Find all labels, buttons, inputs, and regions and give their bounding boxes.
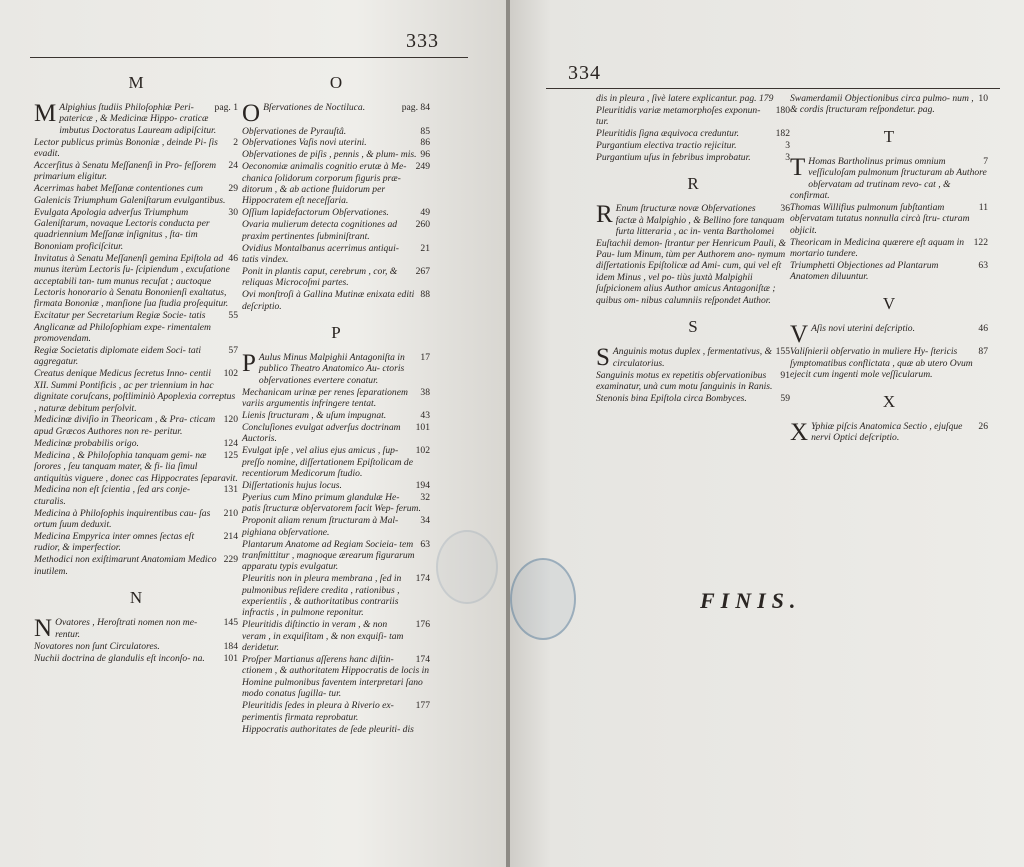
page-reference: 249 xyxy=(415,161,430,173)
index-entry xyxy=(34,438,238,449)
index-entry xyxy=(790,153,988,202)
entry-text: Novatores non ſunt Circulatores. xyxy=(34,640,160,652)
index-entry xyxy=(790,320,988,348)
entry-text: Medicinæ diviſio in Theoricam , & Pra- cticam apud Græcos Authores non re- peritur. xyxy=(34,414,216,437)
page-reference: 46 xyxy=(978,322,988,334)
index-entry xyxy=(242,700,430,723)
entry-text: Swamerdamii Objectionibus circa pulmo- num , & cordis ſtructuram reſpondetur. pag. xyxy=(790,93,974,116)
entry-text: Ovi monſtroſi à Gallina Mutinæ enixata editi deſcriptio. xyxy=(242,289,415,312)
section-letter: S xyxy=(688,317,698,337)
page-reference: 36 xyxy=(780,203,790,215)
page-reference: 174 xyxy=(415,573,430,585)
index-entry xyxy=(34,615,238,643)
entry-text: Pleuritidis ſedes in pleura à Riverio ex- perimentis firmata reprobatur. xyxy=(242,700,394,723)
page-reference: 38 xyxy=(420,386,430,398)
drop-cap: N xyxy=(34,615,53,643)
entry-text: Alpighius ſtudiis Philoſophiæ Peri- patericæ , & Medicinæ Hippo- craticæ imbutus Doctoratus Lauream adipiſcitur. xyxy=(59,102,217,136)
entry-text: Ovatores , Heroſtrati nomen non me- rentur. xyxy=(55,617,198,640)
entry-text: Medicina non eſt ſcientia , ſed ars conje- cturalis. xyxy=(34,484,191,507)
page-reference: 46 xyxy=(228,252,238,264)
entry-text: Aſis novi uterini deſcriptio. xyxy=(811,322,915,334)
page-reference: 63 xyxy=(978,259,988,271)
index-entry xyxy=(790,346,988,380)
drop-cap: M xyxy=(34,100,57,127)
page-reference: 49 xyxy=(420,207,430,219)
entry-text: Sanguinis motus ex repetitis obſervationibus examinatur, unà cum motu ſanguinis in Ranis. xyxy=(596,369,773,392)
page-number: 334 xyxy=(568,62,601,84)
library-stamp-ghost xyxy=(436,530,498,604)
entry-text: Mechanicam urinæ per renes ſeparationem variis argumentis infringere tentat. xyxy=(242,386,408,410)
index-entry xyxy=(790,237,988,260)
drop-cap: O xyxy=(242,100,261,127)
entry-text: Purgantium uſus in febribus improbatur. xyxy=(596,152,751,164)
entry-text: Evulgata Apologia adverſus Triumphum Galeniſtarum, novaque Lectoris conducta per quadriennium Meſſanæ inſignitus , ſta- tim Bononiam proficiſcitur. xyxy=(34,206,210,252)
page-reference: 267 xyxy=(415,265,430,277)
index-entry xyxy=(34,554,238,577)
entry-text: Ovidius Montalbanus acerrimus antiqui- tatis vindex. xyxy=(242,242,399,265)
index-entry xyxy=(242,219,430,242)
drop-cap: R xyxy=(596,201,613,229)
entry-text: Medicina , & Philoſophia tanquam gemi- næ ſorores , ſeu tanquam mater, & fi- lia ſimul antiquitùs viguere , donec cas Hippocrates ſeparavit. xyxy=(34,449,238,484)
index-entry xyxy=(34,160,238,183)
entry-text: Lector publicus primùs Bononiæ , deinde Pi- ſis evadit. xyxy=(34,136,218,160)
index-entry xyxy=(596,152,790,163)
index-entry xyxy=(242,539,430,573)
entry-text: Obſervationes Vaſis novi uterini. xyxy=(242,137,367,149)
entry-text: Homas Bartholinus primus omnium veſſiculoſam pulmonum ſtructuram ab Authore obſervatam ad trutinam revo- cat , & confirmat. xyxy=(790,155,987,202)
entry-text: Ovaria mulierum detecta cognitiones ad praxim pertinentes ſubminiſtrant. xyxy=(242,219,398,242)
index-entry xyxy=(242,492,430,515)
page-reference: 26 xyxy=(978,420,988,432)
index-column-2 xyxy=(242,62,430,735)
page-reference: 29 xyxy=(228,183,238,195)
page-reference: 43 xyxy=(420,410,430,422)
index-entry xyxy=(34,102,238,136)
page-reference: 7 xyxy=(983,155,988,167)
page-reference: pag. 84 xyxy=(401,102,430,113)
page-reference: 180 xyxy=(775,104,790,116)
entry-text: Proponit aliam renum ſtructuram à Mal- pighiana obſervatione. xyxy=(242,515,399,538)
library-stamp xyxy=(510,558,576,640)
page-reference: 3 xyxy=(785,152,790,164)
index-entry xyxy=(34,137,238,160)
index-entry xyxy=(34,310,238,344)
page-reference: 55 xyxy=(228,310,238,322)
index-entry xyxy=(242,724,430,735)
drop-cap: T xyxy=(790,153,806,181)
page-reference: 125 xyxy=(223,449,238,461)
finis-text: FINIS. xyxy=(700,588,802,613)
page-reference: pag. 1 xyxy=(214,102,238,113)
page-reference: 30 xyxy=(228,206,238,218)
page-reference: 176 xyxy=(415,619,430,631)
drop-cap: V xyxy=(790,320,809,348)
index-entry xyxy=(596,140,790,151)
index-entry xyxy=(34,414,238,437)
index-entry xyxy=(34,484,238,507)
entry-text: Triumphetti Objectiones ad Plantarum Anatomen diluuntur. xyxy=(790,259,939,283)
index-entry xyxy=(790,202,988,236)
page-reference: 3 xyxy=(785,140,790,152)
index-entry xyxy=(790,418,988,446)
left-page xyxy=(0,0,508,867)
index-entry xyxy=(596,105,790,128)
section-letter: X xyxy=(882,391,896,411)
entry-text: Pleuritidis diſtinctio in veram , & non veram , in exquiſitam , & non exquiſi- tam deridetur. xyxy=(242,619,404,654)
entry-text: Thomas Willifius pulmonum ſubſtantiam obſervatam tutatus nonnulla circà ſtru- cturam objicit. xyxy=(790,201,970,236)
index-entry xyxy=(34,653,238,664)
index-entry xyxy=(242,515,430,538)
entry-text: Aulus Minus Malpighii Antagoniſta in publico Theatro Anatomico Au- ctoris obſervationes evertere conatur. xyxy=(258,352,405,386)
section-letter: V xyxy=(882,293,896,313)
page-reference: 24 xyxy=(228,160,238,172)
index-entry xyxy=(242,243,430,266)
entry-text: Accerſitus à Senatu Meſſanenſi in Pro- feſſorem primarium eligitur. xyxy=(34,160,217,183)
entry-text: Invitatus à Senatu Meſſanenſi gemina Epiſtola ad munus iterùm Lectoris ſu- ſcipiendum , excuſatione acceptabili tan- tum munus recuſat ; auctoque Lectoris honorario à Senatu Bononienſi exaltatus, firmata Bononiæ , manſione ſua ſtudia proſequitur. xyxy=(34,252,230,310)
entry-text: Nuchii doctrina de glandulis eſt inconſo- na. xyxy=(34,652,205,664)
entry-text: Pleuritidis variæ metamorphoſes exponun- tur. xyxy=(596,104,761,128)
index-entry xyxy=(242,445,430,479)
entry-text: Pleuritis non in pleura membrana , ſed in pulmonibus reſidere credita , rationibus , experientiis , & authoritatibus contrariis infractis , in pulmone reponitur. xyxy=(242,573,402,619)
index-entry xyxy=(34,368,238,414)
index-entry xyxy=(242,387,430,410)
index-entry xyxy=(34,450,238,484)
index-entry xyxy=(596,344,790,372)
index-entry xyxy=(242,102,430,125)
entry-text: Pyerius cum Mino primum glandulæ He- patis ſtructuræ obſervatorem facit Wep- ferum. xyxy=(242,491,421,515)
page-reference: 177 xyxy=(415,700,430,712)
entry-text: Hippocratis authoritates de ſede pleuriti- dis xyxy=(242,723,414,735)
header-rule xyxy=(546,88,1000,89)
entry-text: Anguinis motus duplex , fermentativus, & circulatorius. xyxy=(612,346,772,369)
index-entry xyxy=(242,480,430,491)
page-reference: 21 xyxy=(420,242,430,254)
page-reference: 102 xyxy=(223,368,238,380)
index-entry xyxy=(790,93,988,116)
page-reference: 145 xyxy=(223,617,238,629)
entry-text: Bſervationes de Noctiluca. xyxy=(263,102,366,113)
page-reference: 87 xyxy=(978,346,988,358)
index-entry xyxy=(242,289,430,312)
page-reference: 182 xyxy=(775,128,790,140)
index-entry xyxy=(242,266,430,289)
entry-text: Medicina Empyrica inter omnes ſectas eſt rudior, & imperfectior. xyxy=(34,531,195,554)
entry-text: Ponit in plantis caput, cerebrum , cor, & reliquas Microcoſmi partes. xyxy=(242,265,398,289)
page-reference: 34 xyxy=(420,515,430,527)
entry-text: Plantarum Anatome ad Regiam Socieia- tem tranſmittitur , magnoque ærearum figurarum apparatu typis evulgatur. xyxy=(242,538,415,573)
index-entry xyxy=(242,410,430,421)
page-reference: 57 xyxy=(228,345,238,357)
section-letter: T xyxy=(883,126,895,146)
index-column-2 xyxy=(790,93,988,444)
section-letter: R xyxy=(687,174,699,194)
index-entry xyxy=(242,619,430,653)
index-entry xyxy=(242,126,430,137)
entry-text: Regiæ Societatis diplomate eidem Soci- tati aggregatur. xyxy=(34,345,202,368)
section-letter: O xyxy=(329,73,343,92)
index-entry xyxy=(790,260,988,283)
page-reference: 131 xyxy=(223,484,238,496)
entry-text: Enum ſtructuræ novæ Obſervationes factæ à Malpighio , & Bellino fore tanquam furta litteraria , ac in- venta Bartholomei Euſtachii demon- ſtrantur per Henricum Pauli, & Pau- lum Minum, tùm per Authorem ano- nymum diſſertationis Epiſtolicæ ad Ami- cum, qui vel eſt idem Minus , vel po- tiùs juxtà Malpighii ſuſpicionem alius Author amicus Antagoniſtæ ; quibus om- nibus calumniis reſpondet Author. xyxy=(596,203,786,306)
entry-text: Diſſertationis hujus locus. xyxy=(242,479,342,491)
page-reference: 11 xyxy=(978,201,988,213)
entry-text: Oſſium lapidefactorum Obſervationes. xyxy=(242,207,389,219)
index-entry xyxy=(596,93,790,104)
page-reference: 120 xyxy=(223,414,238,426)
section-letter: P xyxy=(331,323,341,342)
entry-text: Purgantium electiva tractio rejicitur. xyxy=(596,140,737,152)
page-reference: 10 xyxy=(978,93,988,104)
page-reference: 174 xyxy=(415,654,430,666)
page-reference: 86 xyxy=(420,137,430,149)
index-entry xyxy=(242,149,430,160)
index-entry xyxy=(596,128,790,139)
index-entry xyxy=(242,573,430,619)
index-entry xyxy=(242,207,430,218)
page-reference: 101 xyxy=(415,421,430,433)
index-column-1 xyxy=(596,93,790,404)
page-reference: 102 xyxy=(415,445,430,457)
entry-text: Methodici non exiſtimarunt Anatomiam Medico inutilem. xyxy=(34,554,217,577)
page-reference: 91 xyxy=(780,369,790,381)
page-reference: 194 xyxy=(415,479,430,491)
index-entry xyxy=(34,641,238,652)
index-entry xyxy=(34,183,238,206)
right-page xyxy=(510,0,1024,867)
entry-text: Pleuritidis ſigna æquivoca creduntur. xyxy=(596,128,740,140)
entry-text: Medicina à Philoſophis inquirentibus cau- ſas ortum ſuum deduxit. xyxy=(34,507,211,531)
page-reference: 124 xyxy=(223,437,238,449)
index-entry xyxy=(242,161,430,207)
page-reference: 2 xyxy=(233,136,238,148)
page-reference: 260 xyxy=(415,219,430,231)
section-letter: M xyxy=(128,73,144,92)
index-entry xyxy=(34,207,238,253)
entry-text: Stenonis bina Epiſtola circa Bombyces. xyxy=(596,392,747,404)
entry-text: Creatus denique Medicus ſecretus Inno- centii XII. Summi Pontificis , ac per triennium in hac dignitate coruſcans, poſtliminiò Apoplexia correptus , naturæ debitum perſolvit. xyxy=(34,368,236,414)
entry-text: Proſper Martianus aſſerens hanc diſtin- ctionem , & authoritatem Hippocratis de locis in Homine pulmonibus faventem interpretari ſano modo conatus ſugilla- tur. xyxy=(242,654,430,700)
entry-text: dis in pleura , ſivè latere explicantur. pag. 179 xyxy=(596,93,774,104)
header-rule xyxy=(30,57,468,58)
page-reference: 184 xyxy=(223,640,238,652)
page-reference: 59 xyxy=(780,392,790,404)
section-letter: N xyxy=(129,588,143,608)
entry-text: Lienis ſtructuram , & uſum impugnat. xyxy=(242,410,387,422)
index-entry xyxy=(34,508,238,531)
entry-text: Acerrimas habet Meſſanæ contentiones cum Galenicis Triumphum Galeniſtarum evulgantibus. xyxy=(34,183,226,206)
page-reference: 85 xyxy=(420,125,430,137)
index-entry xyxy=(596,203,790,306)
page-reference: 63 xyxy=(420,538,430,550)
index-entry xyxy=(242,352,430,386)
entry-text: Obſervationes de Pyrauſtâ. xyxy=(242,125,347,137)
entry-text: Oeconomiæ animalis cognitio erutæ à Me- chanica ſolidorum corporum figuris præ- ditorum , & ab actione fluidorum per Hippocratem eſt neceſſaria. xyxy=(242,161,407,207)
page-reference: 229 xyxy=(223,554,238,566)
drop-cap: S xyxy=(596,344,610,372)
page-reference: 122 xyxy=(973,236,988,248)
entry-text: Theoricam in Medicina quærere eſt aquam in mortario tundere. xyxy=(790,236,965,260)
entry-text: Concluſiones evulgat adverſus doctrinam Auctoris. xyxy=(242,421,401,445)
index-entry xyxy=(242,654,430,700)
index-entry xyxy=(596,393,790,404)
page-reference: 214 xyxy=(223,531,238,543)
index-entry xyxy=(34,531,238,554)
page-reference: 101 xyxy=(223,652,238,664)
drop-cap: X xyxy=(790,418,809,446)
page-number: 333 xyxy=(406,30,439,52)
index-column-1 xyxy=(34,62,238,664)
entry-text: Excitatur per Secretarium Regiæ Socie- tatis Anglicanæ ad Philoſophiam expe- rimentalem promovendam. xyxy=(34,310,211,345)
entry-text: Yphiæ piſcis Anatomica Sectio , ejuſque nervi Optici deſcriptio. xyxy=(811,420,963,443)
index-entry xyxy=(34,253,238,310)
page-reference: 96 xyxy=(420,149,430,161)
page-reference: 155 xyxy=(775,346,790,358)
entry-text: Obſervationes de piſis , pennis , & plum- mis. xyxy=(242,149,417,161)
entry-text: Medicinæ probabilis origo. xyxy=(34,437,139,449)
page-reference: 88 xyxy=(420,289,430,301)
entry-text: Valiſnierii obſervatio in muliere Hy- ſtericis ſymptomatibus conflictata , quæ ab utero Ovum ejecit cum ingenti mole veſſicularum. xyxy=(790,346,973,381)
page-reference: 17 xyxy=(420,352,430,363)
drop-cap: P xyxy=(242,350,256,377)
page-reference: 32 xyxy=(420,491,430,503)
entry-text: Evulgat ipſe , vel alius ejus amicus , ſup- preſſo nomine, diſſertationem Epiſtolicam de recentiorum Medicorum ſtudio. xyxy=(242,445,413,480)
page-reference: 210 xyxy=(223,507,238,519)
index-entry xyxy=(242,137,430,148)
index-entry xyxy=(596,370,790,393)
index-entry xyxy=(242,422,430,445)
index-entry xyxy=(34,345,238,368)
